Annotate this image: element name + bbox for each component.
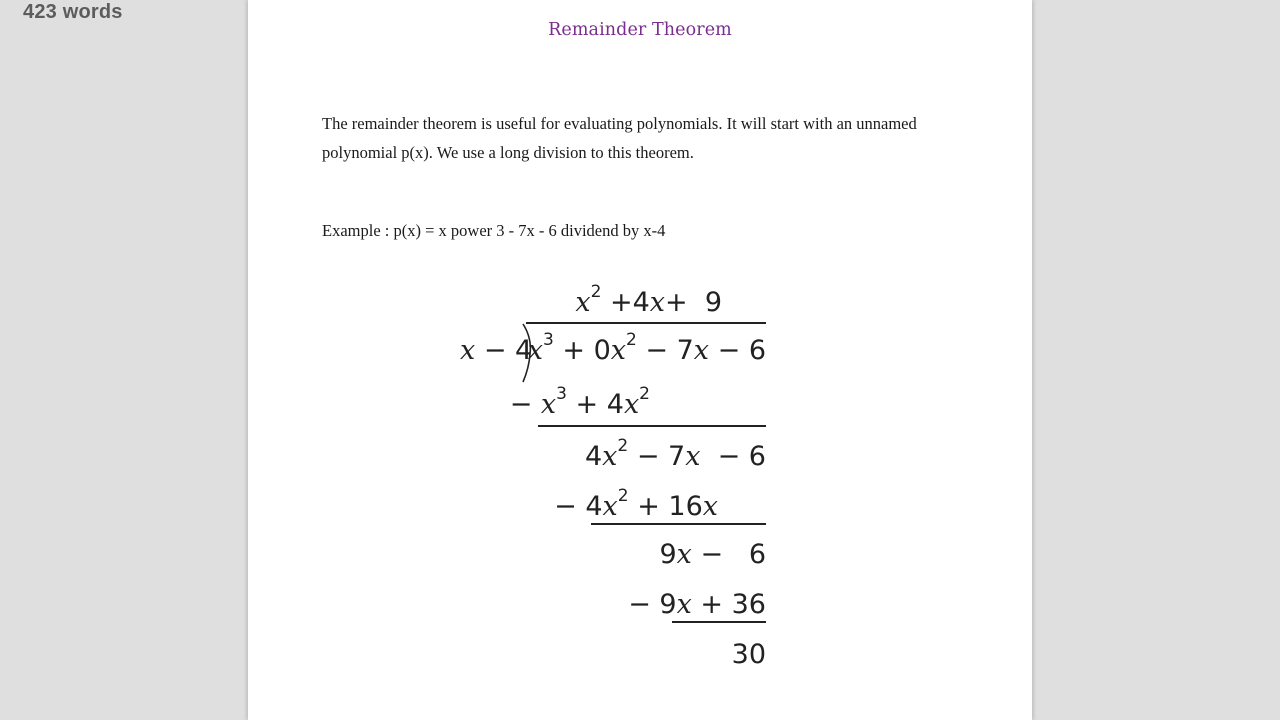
step-rule-2 (591, 523, 766, 525)
step-subtract-3: − 9x + 36 (628, 589, 766, 620)
step-remainder-2: 9x − 6 (659, 539, 766, 570)
step-rule-3 (672, 621, 766, 623)
step-subtract-2: − $4x^2 + 16x$ (554, 486, 718, 522)
long-division-figure (448, 280, 778, 680)
quotient: $x^2 +4x+ 9$ (575, 282, 722, 318)
step-remainder-1: $4x^2 - 7x - 6$ (584, 436, 766, 472)
word-count: 423 words (23, 1, 123, 23)
step-subtract-1: − $x^3 + 4x^2$ (509, 384, 650, 420)
intro-paragraph: The remainder theorem is useful for evaluating polynomials. It will start with an unnamed polynomial p(x). We use a long division to this theorem. (322, 114, 917, 162)
step-rule-1 (538, 425, 766, 427)
divisor: x − 4 (460, 335, 533, 366)
page-title: Remainder Theorem (548, 20, 732, 40)
quotient-rule (526, 322, 766, 324)
document-page[interactable] (248, 0, 1032, 720)
dividend: $x^3 + 0x^2 - 7x - 6$ (527, 330, 766, 366)
example-text: Example : p(x) = x power 3 - 7x - 6 dividend by x-4 (322, 221, 666, 240)
remainder: 30 (731, 639, 766, 670)
